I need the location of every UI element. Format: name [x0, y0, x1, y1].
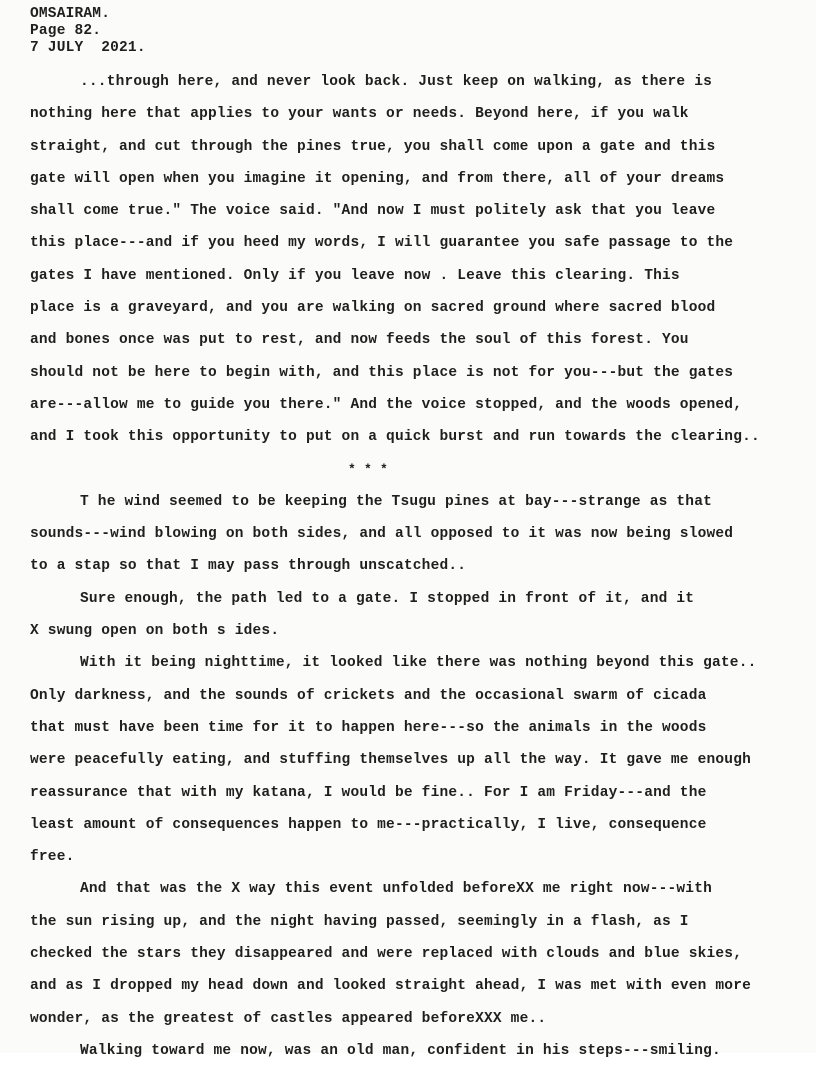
text-line: straight, and cut through the pines true, you shall come upon a gate and this: [30, 138, 716, 155]
text-line: Walking toward me now, was an old man, confident in his steps---smiling.: [80, 1042, 721, 1059]
header-page-number: Page 82.: [30, 23, 102, 39]
text-line: And that was the X way this event unfolded beforeXX me right now---with: [80, 881, 713, 898]
text-line: are---allow me to guide you there." And the voice stopped, and the woods opened,: [30, 396, 743, 413]
body-text: [30, 66, 816, 1067]
text-line: ...through here, and never look back. Just keep on walking, as there is: [80, 74, 713, 90]
text-line: With it being nighttime, it looked like there was nothing beyond this gate..: [80, 655, 757, 672]
header-date: 7 JULY 2021.: [30, 40, 146, 56]
text-line: Only darkness, and the sounds of crickets and the occasional swarm of cicada: [30, 687, 707, 704]
text-line: shall come true." The voice said. "And now I must politely ask that you leave: [30, 203, 716, 220]
text-line: free.: [30, 849, 75, 866]
text-line: place is a graveyard, and you are walking on sacred ground where sacred blood: [30, 300, 716, 317]
text-line: this place---and if you heed my words, I will guarantee you safe passage to the: [30, 235, 734, 252]
text-line: least amount of consequences happen to me---practically, I live, consequence: [30, 816, 707, 833]
text-line: gate will open when you imagine it opening, and from there, all of your dreams: [30, 170, 725, 187]
text-line: were peacefully eating, and stuffing themselves up all the way. It gave me enough: [30, 752, 752, 769]
text-line: X swung open on both s ides.: [30, 623, 280, 640]
text-line: that must have been time for it to happen here---so the animals in the woods: [30, 719, 707, 736]
text-line: and bones once was put to rest, and now feeds the soul of this forest. You: [30, 332, 689, 349]
section-separator: * * *: [348, 461, 389, 477]
text-line: and as I dropped my head down and looked straight ahead, I was met with even more: [30, 978, 752, 995]
text-line: sounds---wind blowing on both sides, and all opposed to it was now being slowed: [30, 526, 734, 543]
text-line: nothing here that applies to your wants or needs. Beyond here, if you walk: [30, 106, 689, 123]
text-line: checked the stars they disappeared and were replaced with clouds and blue skies,: [30, 946, 743, 963]
text-line: Sure enough, the path led to a gate. I stopped in front of it, and it: [80, 590, 695, 607]
text-line: and I took this opportunity to put on a quick burst and run towards the clearing..: [30, 429, 760, 446]
page-header: [30, 6, 146, 57]
text-line: wonder, as the greatest of castles appeared beforeXXX me..: [30, 1010, 547, 1027]
text-line: the sun rising up, and the night having passed, seemingly in a flash, as I: [30, 913, 689, 930]
text-line: reassurance that with my katana, I would be fine.. For I am Friday---and the: [30, 784, 707, 801]
text-line: gates I have mentioned. Only if you leave now . Leave this clearing. This: [30, 267, 680, 284]
text-line: to a stap so that I may pass through unscatched..: [30, 558, 467, 575]
text-line: should not be here to begin with, and this place is not for you---but the gates: [30, 364, 734, 381]
text-line: T he wind seemed to be keeping the Tsugu pines at bay---strange as that: [80, 493, 713, 510]
header-title: OMSAIRAM.: [30, 6, 111, 22]
